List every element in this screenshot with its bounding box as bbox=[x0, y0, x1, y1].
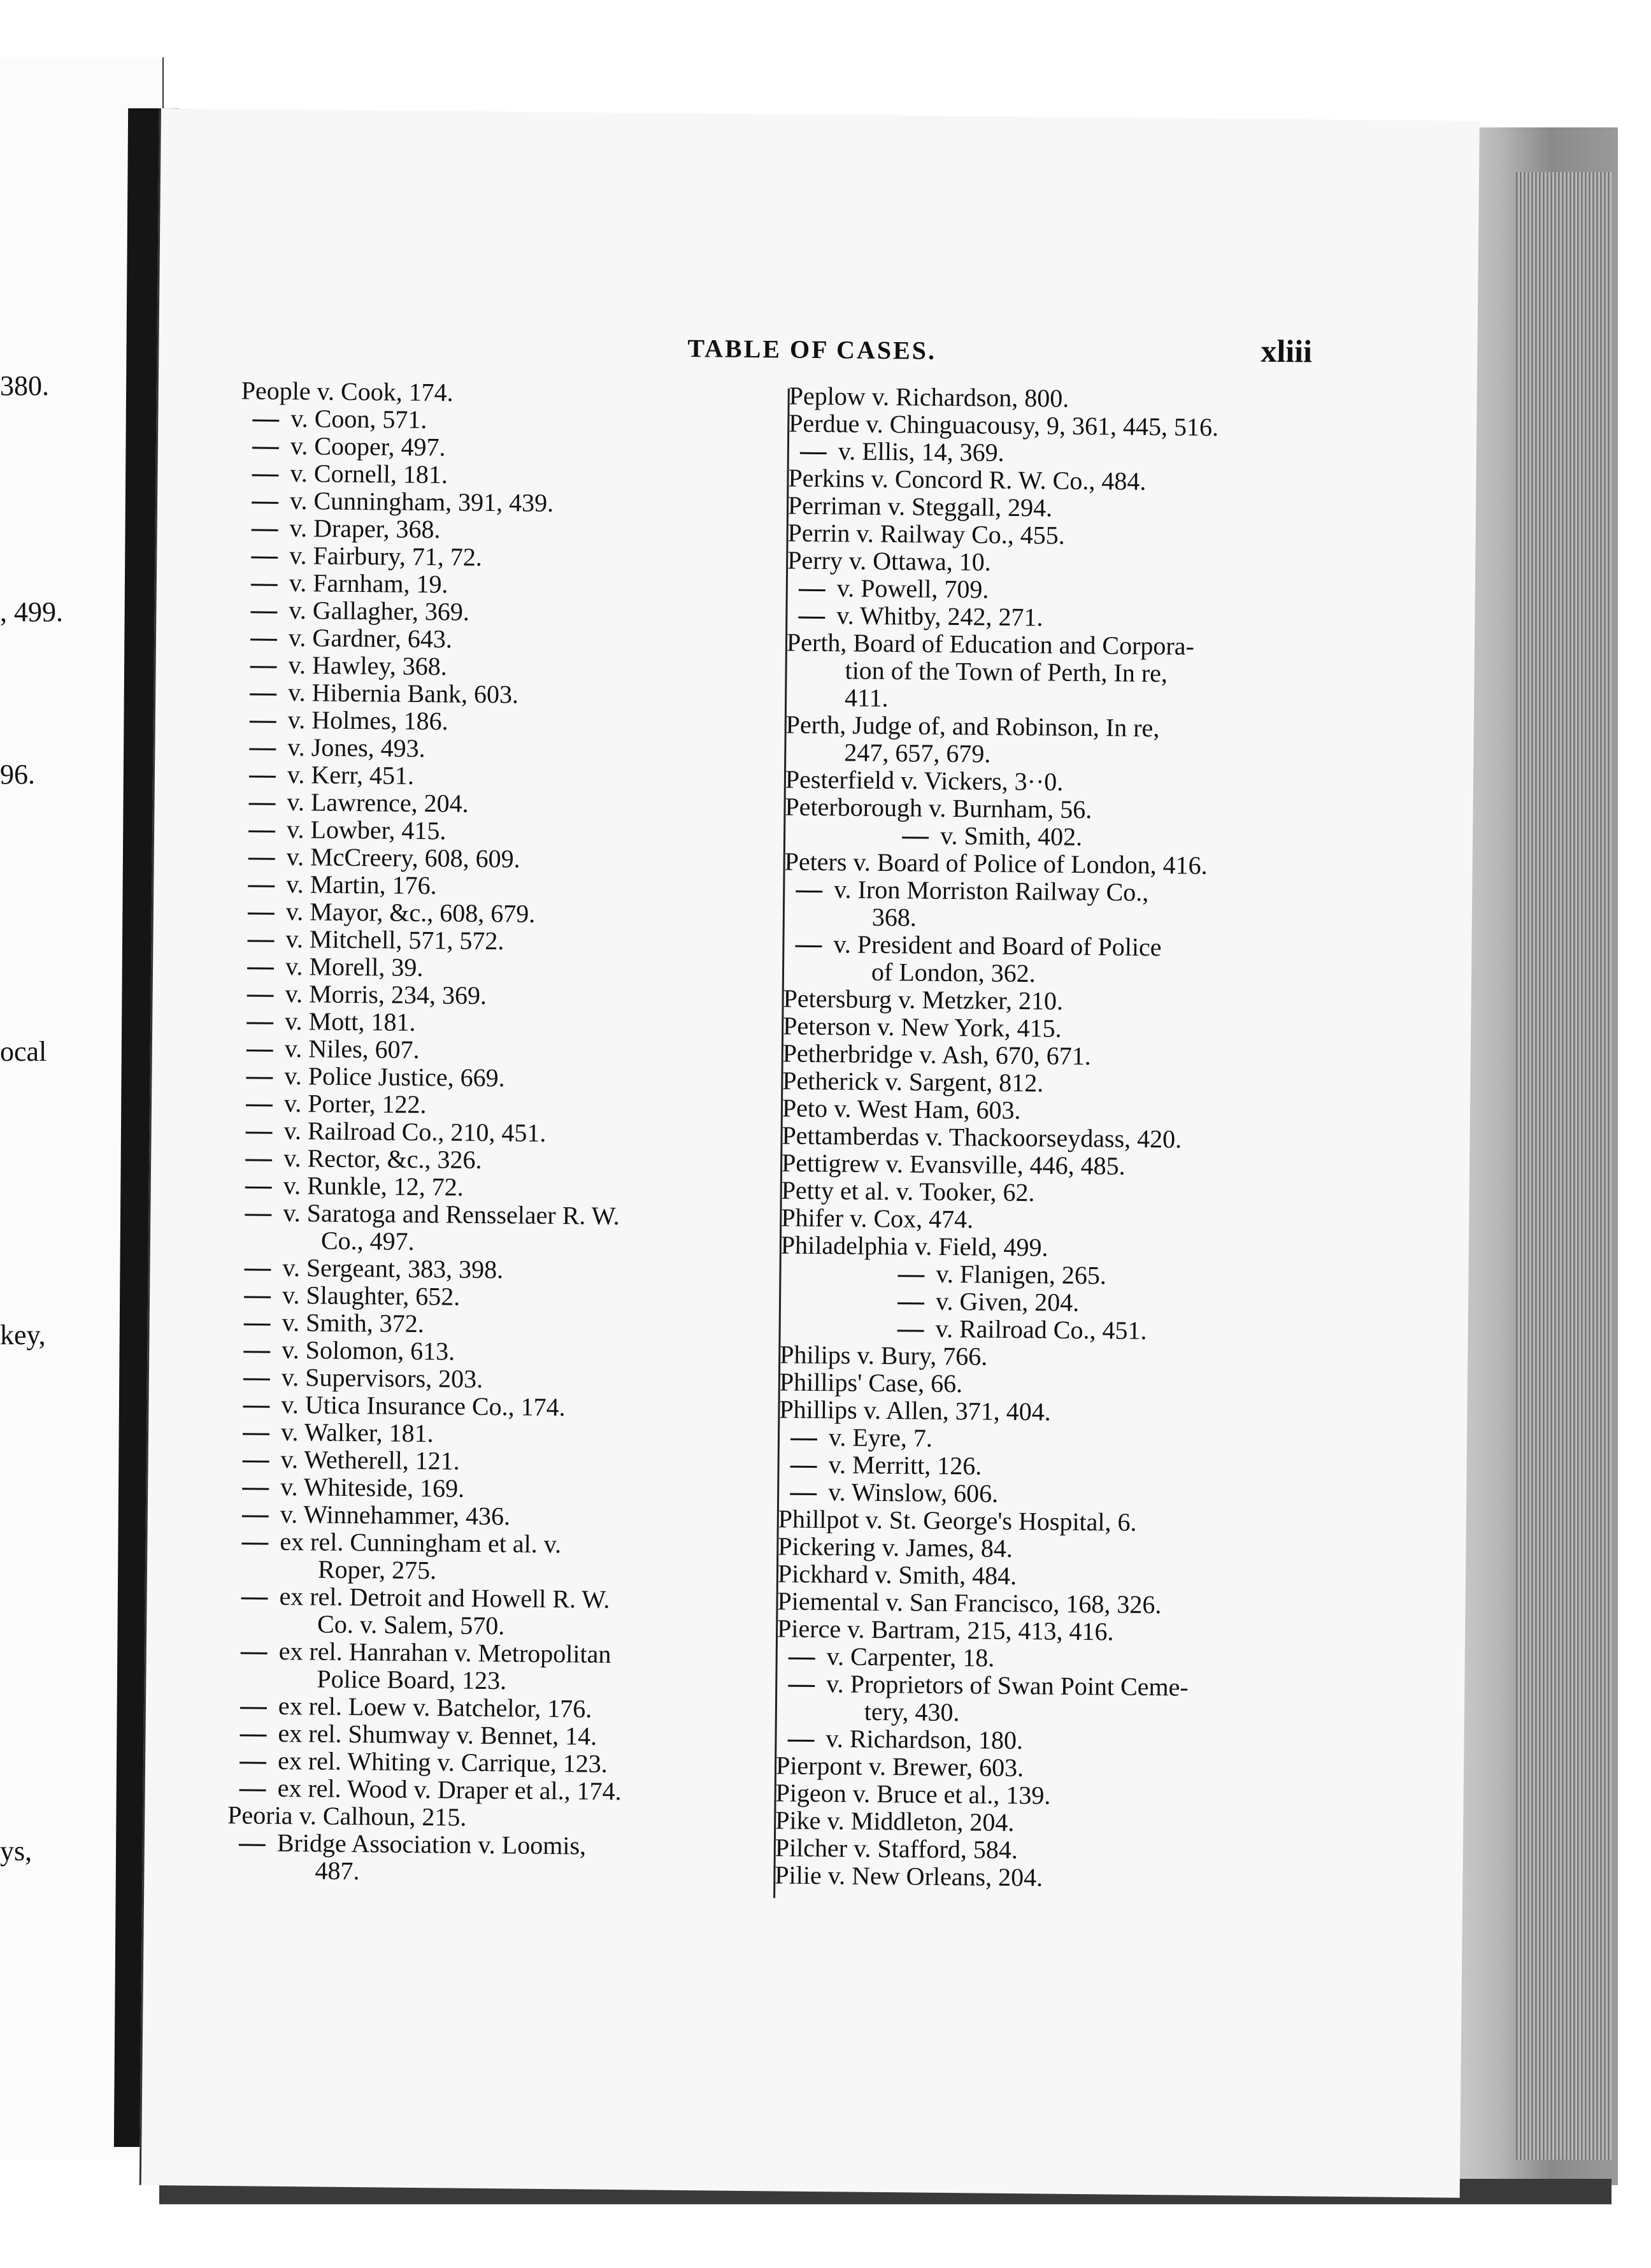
case-entry-text: v. Smith, 372. bbox=[282, 1307, 424, 1339]
ditto-dash bbox=[252, 502, 278, 504]
ditto-dash bbox=[902, 837, 929, 839]
case-entry-text: v. Merritt, 126. bbox=[828, 1450, 982, 1481]
case-entry-text: ex rel. Detroit and Howell R. W. bbox=[279, 1581, 610, 1614]
ditto-dash bbox=[240, 1707, 267, 1709]
ditto-dash bbox=[243, 1351, 270, 1353]
ditto-dash bbox=[250, 694, 276, 696]
ditto-dash bbox=[799, 589, 826, 591]
case-entry-text: Perth, Judge of, and Robinson, In re, bbox=[785, 710, 1160, 743]
ditto-dash bbox=[897, 1275, 924, 1277]
ditto-dash bbox=[252, 475, 278, 477]
ditto-dash bbox=[787, 1740, 814, 1742]
case-entry-text: v. Walker, 181. bbox=[280, 1417, 434, 1448]
ditto-dash bbox=[897, 1303, 924, 1305]
ditto-dash bbox=[239, 1735, 266, 1737]
ditto-dash bbox=[252, 529, 278, 531]
case-entry-text: v. Police Justice, 669. bbox=[284, 1061, 505, 1093]
ditto-dash bbox=[243, 1379, 270, 1381]
case-entry-text: v. Saratoga and Rensselaer R. W. bbox=[283, 1198, 620, 1231]
ditto-dash bbox=[248, 886, 275, 887]
ditto-dash bbox=[795, 945, 822, 947]
case-entry-text: Phifer v. Cox, 474. bbox=[781, 1203, 974, 1234]
left-page-fragment: ys, bbox=[0, 1835, 32, 1867]
ditto-dash bbox=[251, 557, 278, 559]
case-entry-text: v. Niles, 607. bbox=[284, 1033, 420, 1064]
case-entry bbox=[230, 1527, 771, 1560]
ditto-dash bbox=[798, 617, 825, 619]
ditto-dash bbox=[246, 1132, 273, 1134]
case-entry-text: v. Jones, 493. bbox=[287, 732, 425, 763]
case-entry-text: v. Smith, 402. bbox=[940, 821, 1083, 851]
case-entry-text: Pilcher v. Stafford, 584. bbox=[775, 1833, 1018, 1865]
case-entry-text: Pierce v. Bartram, 215, 413, 416. bbox=[776, 1614, 1114, 1646]
left-page-fragment: 96. bbox=[0, 759, 35, 790]
case-entry-text: Co., 497. bbox=[320, 1226, 415, 1256]
case-entry bbox=[776, 1669, 1312, 1702]
ditto-dash bbox=[247, 940, 274, 942]
case-entry-text: Philips v. Bury, 766. bbox=[780, 1340, 988, 1371]
case-entry-text: Roper, 275. bbox=[317, 1554, 437, 1585]
case-entry-text: v. Railroad Co., 451. bbox=[935, 1314, 1147, 1345]
ditto-dash bbox=[245, 1159, 272, 1161]
case-entry-text: Petherick v. Sargent, 812. bbox=[782, 1066, 1044, 1098]
ditto-dash bbox=[242, 1488, 269, 1490]
case-entry-text: v. Holmes, 186. bbox=[287, 705, 448, 736]
ditto-dash bbox=[800, 452, 827, 454]
case-entry bbox=[785, 793, 1320, 825]
case-entry-text: v. Ellis, 14, 369. bbox=[838, 436, 1004, 467]
case-entry-text: v. Sergeant, 383, 398. bbox=[282, 1252, 504, 1284]
ditto-dash bbox=[239, 1762, 266, 1764]
ditto-dash bbox=[248, 858, 275, 860]
ditto-dash bbox=[243, 1433, 269, 1435]
case-entry-text: Perkins v. Concord R. W. Co., 484. bbox=[788, 463, 1147, 496]
case-entry-text: Pesterfield v. Vickers, 3··0. bbox=[785, 764, 1064, 796]
left-page-fragment: key, bbox=[0, 1319, 46, 1351]
case-entry-text: Phillips' Case, 66. bbox=[779, 1367, 963, 1398]
right-column bbox=[775, 382, 1324, 1894]
ditto-dash bbox=[242, 1516, 269, 1518]
case-entry-text: ex rel. Hanrahan v. Metropolitan bbox=[278, 1636, 611, 1669]
case-entry-text: v. Given, 204. bbox=[935, 1286, 1080, 1317]
case-entry-text: v. Coon, 571. bbox=[290, 404, 427, 434]
case-entry-text: v. Fairbury, 71, 72. bbox=[289, 540, 483, 571]
case-entry-text: v. Mitchell, 571, 572. bbox=[285, 924, 504, 956]
ditto-dash bbox=[252, 420, 279, 422]
case-entry-text: Pigeon v. Bruce et al., 139. bbox=[775, 1778, 1051, 1810]
case-entry bbox=[227, 1856, 768, 1888]
case-entry-text: v. Cunningham, 391, 439. bbox=[289, 485, 554, 517]
ditto-dash bbox=[244, 1324, 271, 1326]
ditto-dash bbox=[796, 891, 822, 893]
case-entry-text: v. Cooper, 497. bbox=[290, 431, 446, 462]
ditto-dash bbox=[247, 1050, 273, 1052]
case-entry-text: Pettigrew v. Evansville, 446, 485. bbox=[781, 1148, 1126, 1181]
ditto-dash bbox=[250, 612, 277, 614]
ditto-dash bbox=[241, 1598, 268, 1600]
case-entry-text: Pike v. Middleton, 204. bbox=[775, 1805, 1015, 1837]
case-entry-text: v. Lawrence, 204. bbox=[287, 787, 469, 818]
case-entry-text: v. Runkle, 12, 72. bbox=[283, 1170, 464, 1202]
case-entry-text: Peterson v. New York, 415. bbox=[783, 1011, 1062, 1043]
case-entry-text: v. Proprietors of Swan Point Ceme- bbox=[826, 1669, 1189, 1702]
left-column bbox=[227, 377, 783, 1888]
case-entry-text: v. Whitby, 242, 271. bbox=[836, 601, 1043, 632]
ditto-dash bbox=[241, 1653, 268, 1654]
case-entry-text: People v. Cook, 174. bbox=[241, 376, 454, 407]
case-entry-text: v. Hawley, 368. bbox=[288, 650, 448, 681]
case-entry-text: Peoria v. Calhoun, 215. bbox=[227, 1800, 467, 1832]
ditto-dash bbox=[245, 1214, 271, 1216]
page-edge-lines bbox=[1516, 172, 1612, 2160]
case-entry-text: v. Kerr, 451. bbox=[287, 759, 415, 790]
case-entry-text: v. Powell, 709. bbox=[836, 573, 989, 604]
ditto-dash bbox=[248, 913, 275, 915]
ditto-dash bbox=[251, 584, 278, 586]
case-entry-text: v. Solomon, 613. bbox=[282, 1335, 455, 1366]
case-entry-text: v. Rector, &c., 326. bbox=[283, 1143, 482, 1174]
case-entry bbox=[229, 1582, 771, 1614]
case-entry bbox=[233, 1198, 775, 1231]
ditto-dash bbox=[250, 721, 276, 723]
case-entry-text: v. Iron Morriston Railway Co., bbox=[834, 875, 1149, 907]
ditto-dash bbox=[249, 803, 276, 805]
ditto-dash bbox=[897, 1330, 924, 1332]
ditto-dash bbox=[790, 1466, 817, 1468]
case-entry-text: Peterborough v. Burnham, 56. bbox=[785, 792, 1092, 824]
case-entry-text: v. Martin, 176. bbox=[286, 869, 437, 900]
ditto-dash bbox=[246, 1105, 273, 1107]
ditto-dash bbox=[249, 776, 276, 778]
case-entry-text: tery, 430. bbox=[864, 1697, 960, 1727]
ditto-dash bbox=[243, 1406, 269, 1408]
ditto-dash bbox=[250, 639, 277, 641]
ditto-dash bbox=[241, 1543, 268, 1545]
case-entry-text: v. Richardson, 180. bbox=[826, 1724, 1024, 1755]
ditto-dash bbox=[788, 1685, 815, 1687]
case-entry-text: Perth, Board of Education and Corpora- bbox=[786, 628, 1195, 661]
case-entry-text: v. Winslow, 606. bbox=[827, 1477, 999, 1508]
case-entry-text: v. Gallagher, 369. bbox=[289, 595, 470, 626]
ditto-dash bbox=[790, 1493, 817, 1495]
case-entry-text: v. Lowber, 415. bbox=[286, 814, 447, 845]
case-entry-text: v. Mott, 181. bbox=[285, 1006, 416, 1037]
case-entry-text: v. Supervisors, 203. bbox=[281, 1362, 483, 1393]
case-entry-text: Co. v. Salem, 570. bbox=[317, 1609, 505, 1640]
ditto-dash bbox=[243, 1461, 269, 1463]
case-entry-text: Police Board, 123. bbox=[317, 1664, 507, 1695]
ditto-dash bbox=[244, 1296, 271, 1298]
case-entry-text: v. Gardner, 643. bbox=[288, 622, 453, 654]
page-number: xliii bbox=[1261, 333, 1313, 370]
case-entry-text: v. Whiteside, 169. bbox=[280, 1472, 465, 1503]
case-entry bbox=[783, 929, 1319, 962]
ditto-dash bbox=[247, 968, 274, 970]
case-entry-text: v. President and Board of Police bbox=[833, 929, 1162, 962]
ditto-dash bbox=[252, 447, 279, 449]
case-entry-text: v. Cornell, 181. bbox=[290, 459, 448, 489]
case-entry-text: Petherbridge v. Ash, 670, 671. bbox=[782, 1038, 1092, 1071]
main-page bbox=[139, 108, 1480, 2198]
case-entry-text: Perdue v. Chinguacousy, 9, 361, 445, 516. bbox=[789, 408, 1219, 441]
case-entry bbox=[775, 1861, 1310, 1893]
case-entry-text: Petty et al. v. Tooker, 62. bbox=[781, 1175, 1035, 1207]
case-entry-text: 487. bbox=[315, 1856, 360, 1886]
case-entry-text: of London, 362. bbox=[871, 957, 1036, 988]
case-entry-text: v. McCreery, 608, 609. bbox=[286, 842, 520, 873]
case-entry-text: Philadelphia v. Field, 499. bbox=[780, 1230, 1048, 1262]
case-entry-text: v. Draper, 368. bbox=[289, 513, 441, 544]
case-entry bbox=[227, 1828, 769, 1861]
case-entry-text: Peplow v. Richardson, 800. bbox=[789, 381, 1069, 413]
case-entry-text: v. Morell, 39. bbox=[285, 951, 424, 982]
case-entry-text: Phillips v. Allen, 371, 404. bbox=[779, 1395, 1051, 1426]
case-entry-text: tion of the Town of Perth, In re, bbox=[845, 656, 1168, 688]
case-entry-text: ex rel. Loew v. Batchelor, 176. bbox=[278, 1691, 592, 1723]
case-entry-text: v. Morris, 234, 369. bbox=[285, 979, 487, 1010]
case-entry-text: Perriman v. Steggall, 294. bbox=[787, 491, 1053, 522]
case-entry-text: Pierpont v. Brewer, 603. bbox=[775, 1751, 1024, 1783]
case-entry-text: Perry v. Ottawa, 10. bbox=[787, 545, 992, 577]
case-entry-text: ex rel. Wood v. Draper et al., 174. bbox=[277, 1773, 622, 1806]
case-entry-text: ex rel. Cunningham et al. v. bbox=[280, 1526, 562, 1559]
case-entry-text: v. Slaughter, 652. bbox=[282, 1280, 461, 1311]
case-entry-text: 368. bbox=[871, 902, 917, 932]
ditto-dash bbox=[247, 995, 274, 997]
ditto-dash bbox=[246, 1077, 273, 1079]
ditto-dash bbox=[245, 1187, 272, 1189]
case-entry-text: Peto v. West Ham, 603. bbox=[782, 1093, 1021, 1125]
case-entry-text: v. Winnehammer, 436. bbox=[280, 1499, 511, 1531]
case-entry-text: Pickhard v. Smith, 484. bbox=[777, 1559, 1017, 1591]
case-entry-text: 247, 657, 679. bbox=[844, 738, 991, 768]
case-entry-text: v. Utica Insurance Co., 174. bbox=[281, 1389, 566, 1422]
case-entry-text: v. Railroad Co., 210, 451. bbox=[283, 1116, 547, 1147]
case-entry-text: v. Mayor, &c., 608, 679. bbox=[285, 896, 536, 928]
ditto-dash bbox=[247, 1023, 273, 1024]
case-entry-text: ex rel. Shumway v. Bennet, 14. bbox=[278, 1718, 597, 1751]
case-entry-text: Piemental v. San Francisco, 168, 326. bbox=[777, 1586, 1162, 1619]
case-entry-text: v. Farnham, 19. bbox=[289, 568, 448, 599]
case-entry-text: Peters v. Board of Police of London, 416. bbox=[784, 847, 1208, 880]
ditto-dash bbox=[250, 666, 277, 668]
case-entry-text: v. Wetherell, 121. bbox=[280, 1444, 461, 1475]
case-entry-text: v. Eyre, 7. bbox=[828, 1423, 933, 1453]
case-entry-text: v. Carpenter, 18. bbox=[826, 1642, 995, 1672]
ditto-dash bbox=[249, 749, 276, 750]
ditto-dash bbox=[790, 1439, 817, 1440]
case-entry-text: Bridge Association v. Loomis, bbox=[276, 1828, 587, 1860]
ditto-dash bbox=[789, 1658, 815, 1660]
case-entry-text: v. Hibernia Bank, 603. bbox=[287, 677, 519, 709]
left-page-fragment: ocal bbox=[0, 1036, 47, 1067]
case-entry-text: Pilie v. New Orleans, 204. bbox=[775, 1860, 1043, 1892]
case-entry-text: 411. bbox=[844, 683, 889, 713]
case-entry bbox=[784, 875, 1319, 907]
ditto-dash bbox=[239, 1790, 266, 1791]
left-page-fragment: , 499. bbox=[0, 596, 63, 628]
case-entry-text: Pickering v. James, 84. bbox=[778, 1532, 1013, 1563]
case-entry-text: v. Porter, 122. bbox=[283, 1088, 427, 1119]
case-entry-text: Perrin v. Railway Co., 455. bbox=[787, 518, 1065, 550]
ditto-dash bbox=[248, 831, 275, 833]
ditto-dash bbox=[239, 1844, 266, 1846]
case-entry-text: v. Flanigen, 265. bbox=[936, 1259, 1107, 1290]
case-entry-text: Phillpot v. St. George's Hospital, 6. bbox=[778, 1504, 1137, 1537]
case-entry-text: Petersburg v. Metzker, 210. bbox=[783, 984, 1064, 1016]
running-title: TABLE OF CASES. bbox=[687, 333, 937, 365]
ditto-dash bbox=[244, 1269, 271, 1271]
case-entry bbox=[781, 1231, 1316, 1263]
case-entry-text: Pettamberdas v. Thackoorseydass, 420. bbox=[782, 1121, 1182, 1154]
left-page-fragment: 380. bbox=[0, 370, 49, 401]
case-entry bbox=[229, 1637, 771, 1669]
case-entry-text: ex rel. Whiting v. Carrique, 123. bbox=[277, 1746, 608, 1778]
